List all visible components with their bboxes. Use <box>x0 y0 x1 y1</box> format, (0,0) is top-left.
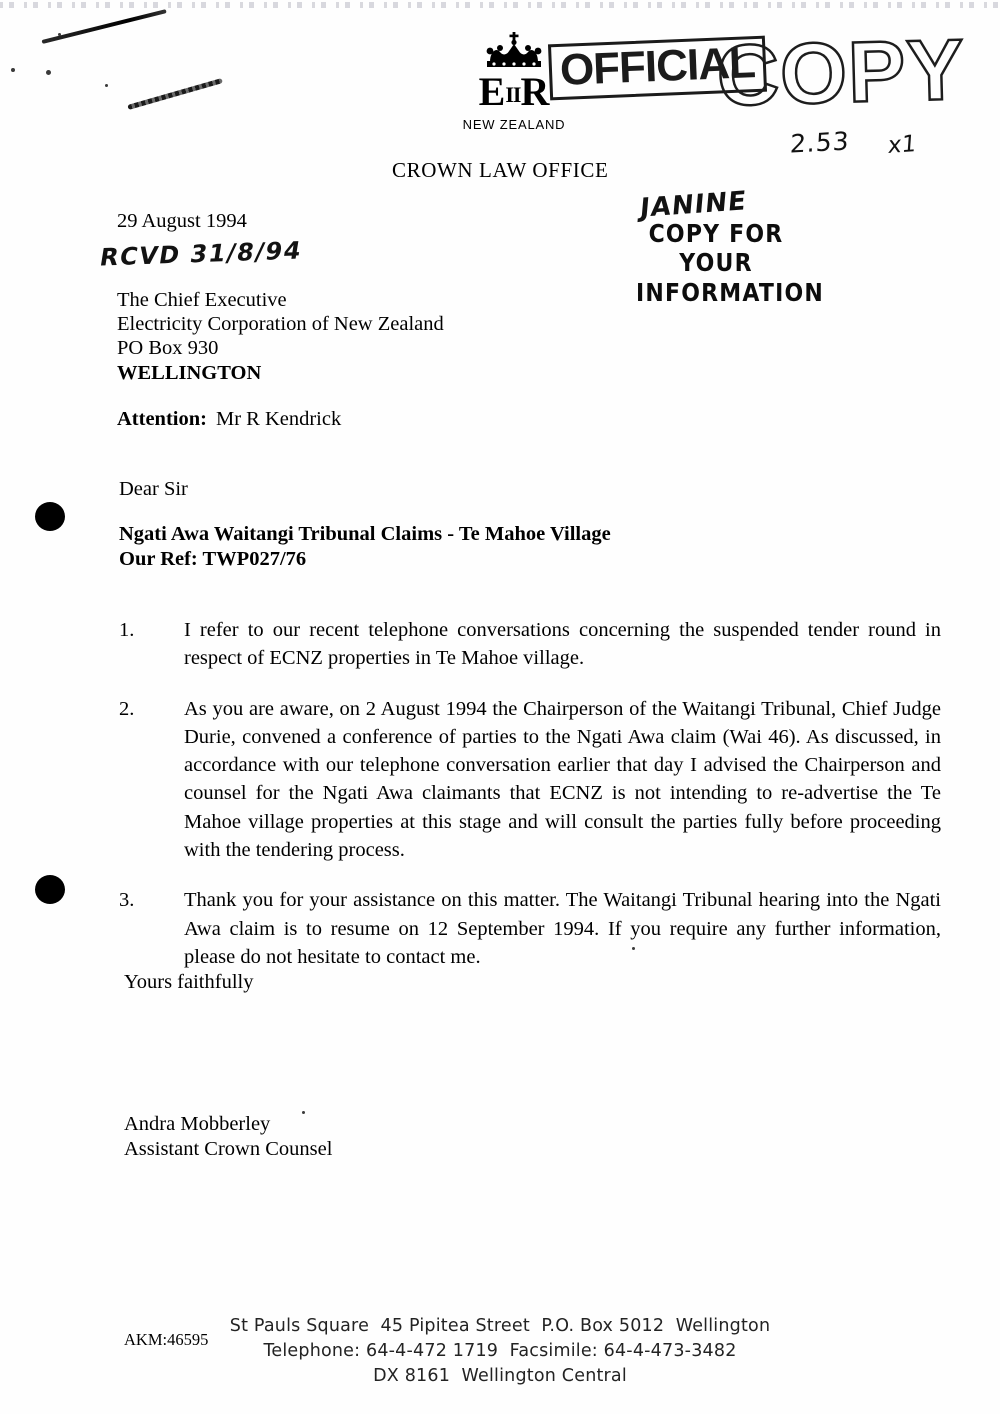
handwritten-reference-number: 2.53 <box>789 126 851 159</box>
attention-label: Attention: <box>117 408 207 430</box>
numbered-paragraph <box>119 616 941 673</box>
attention-value: Mr R Kendrick <box>215 408 342 430</box>
scan-speck <box>58 33 61 36</box>
handwritten-copy-count: x1 <box>887 130 918 160</box>
file-reference: AKM:46595 <box>124 1330 209 1349</box>
attention-line <box>117 408 341 431</box>
cipher-e: E <box>478 69 506 114</box>
addressee-city: WELLINGTON <box>117 361 262 384</box>
addressee-block <box>117 288 444 385</box>
footer-address-line-3: DX 8161 Wellington Central <box>373 1365 627 1386</box>
subject-line-1: Ngati Awa Waitangi Tribunal Claims - Te Mahoe Village <box>119 523 611 545</box>
scan-speck <box>46 70 51 75</box>
letter-body <box>119 616 941 993</box>
paragraph-text: As you are aware, on 2 August 1994 the Chairperson of the Waitangi Tribunal, Chief Judge Durie, convened a conference of parties to the Ngati Awa claim (Wai 46). As discussed, in accordance with our telephone conversation earlier that day I advised the Chairperson and counsel for the Ngati Awa claimants that ECNZ is not intending to re-advertise the Te Mahoe village properties at this stage and will consult the parties fully before proceeding with the tendering process. <box>184 697 941 861</box>
letterhead-office-name: CROWN LAW OFFICE <box>392 158 609 182</box>
scan-streak-artifact <box>42 9 167 44</box>
paragraph-number: 1. <box>119 619 135 641</box>
paragraph-text: Thank you for your assistance on this matter. The Waitangi Tribunal hearing into the Ngati Awa claim is to resume on 12 September 1994. If you require any further information, please do not hesitate to contact me. <box>184 889 941 968</box>
salutation: Dear Sir <box>119 478 188 500</box>
subject-block <box>119 522 611 573</box>
addressee-line-3: PO Box 930 <box>117 337 219 360</box>
scan-speck <box>11 68 15 72</box>
copy-for-information-line2: INFORMATION <box>636 278 824 308</box>
addressee-line-1: The Chief Executive <box>117 289 287 311</box>
footer-address-line-2: Telephone: 64-4-472 1719 Facsimile: 64-4-473-3482 <box>263 1340 737 1361</box>
paragraph-number: 2. <box>119 697 135 720</box>
addressee-line-2: Electricity Corporation of New Zealand <box>117 313 444 336</box>
letter-date: 29 August 1994 <box>117 210 247 232</box>
signature-block <box>124 1112 332 1161</box>
footer-address-block <box>0 1314 1000 1389</box>
hole-punch-mark <box>35 502 65 531</box>
cipher-r: R <box>520 69 550 114</box>
paragraph-number: 3. <box>119 889 135 912</box>
paragraph-text: I refer to our recent telephone conversations concerning the suspended tender round in respect of ECNZ properties in Te Mahoe village. <box>184 619 941 670</box>
letterhead-country: NEW ZEALAND <box>462 117 566 132</box>
copy-for-information-line1: COPY FOR YOUR <box>648 220 784 279</box>
subject-line-2: Our Ref: TWP027/76 <box>119 548 307 571</box>
scan-noise-band <box>0 2 1000 8</box>
copy-stamp: COPY <box>715 21 966 125</box>
numbered-paragraph <box>119 886 941 971</box>
official-stamp-label: OFFICIAL <box>559 38 756 95</box>
signer-name: Andra Mobberley <box>124 1113 271 1135</box>
numbered-paragraph <box>119 695 941 865</box>
scan-streak-artifact <box>127 78 223 110</box>
handwritten-recipient-name: JANINE <box>638 186 748 224</box>
hole-punch-mark <box>35 875 65 904</box>
copy-for-information-stamp <box>636 220 824 308</box>
signer-title: Assistant Crown Counsel <box>124 1137 333 1160</box>
footer-address-line-1: St Pauls Square 45 Pipitea Street P.O. Box 5012 Wellington <box>229 1316 771 1336</box>
cipher-numeral: II <box>505 82 521 107</box>
crown-icon <box>482 32 546 70</box>
scan-speck <box>105 84 108 87</box>
closing-salutation: Yours faithfully <box>124 971 254 993</box>
handwritten-received-date: RCVD 31/8/94 <box>97 236 305 272</box>
